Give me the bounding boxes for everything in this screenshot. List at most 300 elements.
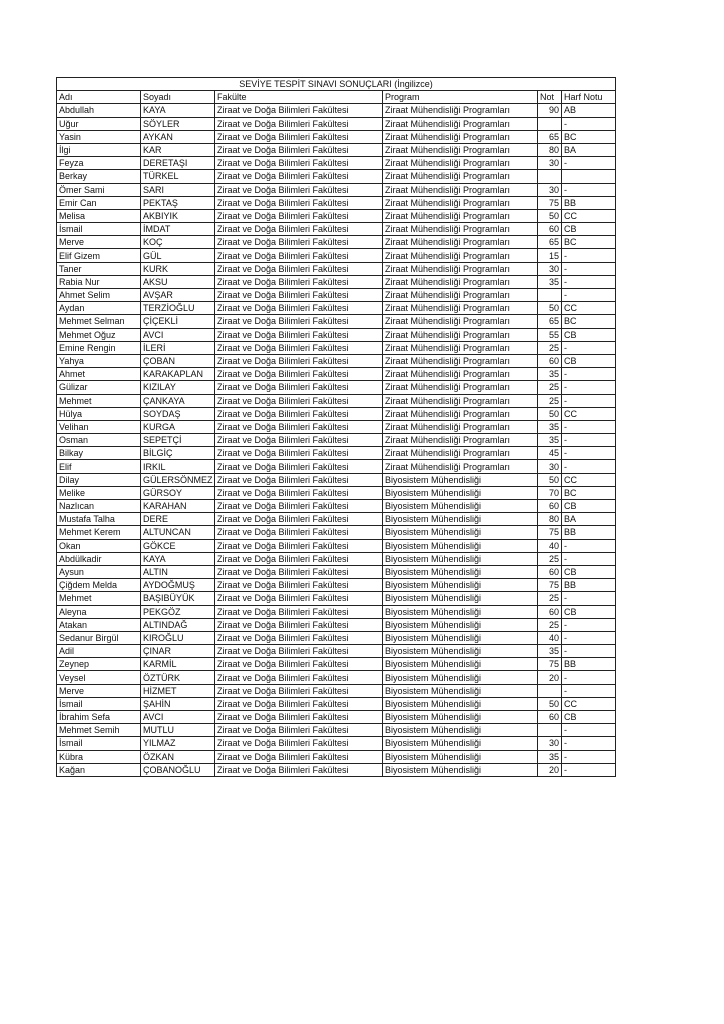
table-row <box>57 631 616 644</box>
cell-program: Ziraat Mühendisliği Programları <box>383 236 538 249</box>
cell-program: Biyosistem Mühendisliği <box>383 579 538 592</box>
cell-grade <box>538 684 562 697</box>
cell-grade: 30 <box>538 262 562 275</box>
cell-letter-grade: CB <box>562 328 616 341</box>
table-row <box>57 249 616 262</box>
cell-name: Elif <box>57 460 141 473</box>
cell-grade: 30 <box>538 737 562 750</box>
table-row <box>57 565 616 578</box>
cell-surname: HİZMET <box>141 684 215 697</box>
header-letter-grade: Harf Notu <box>562 91 616 104</box>
cell-name: Mehmet Semih <box>57 724 141 737</box>
cell-faculty: Ziraat ve Doğa Bilimleri Fakültesi <box>215 658 383 671</box>
table-row <box>57 368 616 381</box>
cell-name: Ahmet <box>57 368 141 381</box>
cell-surname: KURGA <box>141 420 215 433</box>
cell-letter-grade: CC <box>562 302 616 315</box>
cell-name: Atakan <box>57 618 141 631</box>
cell-letter-grade: - <box>562 117 616 130</box>
cell-surname: PEKGÖZ <box>141 605 215 618</box>
cell-name: Aydan <box>57 302 141 315</box>
cell-program: Ziraat Mühendisliği Programları <box>383 381 538 394</box>
table-row <box>57 618 616 631</box>
cell-faculty: Ziraat ve Doğa Bilimleri Fakültesi <box>215 737 383 750</box>
header-grade: Not <box>538 91 562 104</box>
cell-surname: AKSU <box>141 275 215 288</box>
cell-name: Emine Rengin <box>57 341 141 354</box>
cell-program: Biyosistem Mühendisliği <box>383 552 538 565</box>
cell-name: Aleyna <box>57 605 141 618</box>
cell-program: Ziraat Mühendisliği Programları <box>383 130 538 143</box>
table-row <box>57 196 616 209</box>
cell-grade: 50 <box>538 473 562 486</box>
cell-name: Zeynep <box>57 658 141 671</box>
cell-name: Taner <box>57 262 141 275</box>
cell-surname: AVCI <box>141 711 215 724</box>
cell-faculty: Ziraat ve Doğa Bilimleri Fakültesi <box>215 223 383 236</box>
cell-faculty: Ziraat ve Doğa Bilimleri Fakültesi <box>215 157 383 170</box>
cell-name: Melisa <box>57 209 141 222</box>
cell-name: Adil <box>57 645 141 658</box>
cell-program: Biyosistem Mühendisliği <box>383 750 538 763</box>
cell-letter-grade: BC <box>562 236 616 249</box>
table-row <box>57 289 616 302</box>
cell-name: Gülizar <box>57 381 141 394</box>
cell-program: Biyosistem Mühendisliği <box>383 697 538 710</box>
header-faculty: Fakülte <box>215 91 383 104</box>
cell-letter-grade: - <box>562 289 616 302</box>
table-row <box>57 157 616 170</box>
cell-letter-grade: - <box>562 434 616 447</box>
cell-program: Ziraat Mühendisliği Programları <box>383 262 538 275</box>
cell-grade: 35 <box>538 420 562 433</box>
cell-letter-grade: - <box>562 618 616 631</box>
cell-name: Emir Can <box>57 196 141 209</box>
cell-grade: 40 <box>538 539 562 552</box>
cell-grade: 50 <box>538 697 562 710</box>
cell-program: Biyosistem Mühendisliği <box>383 737 538 750</box>
cell-letter-grade: - <box>562 645 616 658</box>
cell-grade: 80 <box>538 143 562 156</box>
cell-surname: MUTLU <box>141 724 215 737</box>
cell-faculty: Ziraat ve Doğa Bilimleri Fakültesi <box>215 605 383 618</box>
cell-program: Ziraat Mühendisliği Programları <box>383 447 538 460</box>
cell-name: İsmail <box>57 223 141 236</box>
cell-name: Rabia Nur <box>57 275 141 288</box>
cell-faculty: Ziraat ve Doğa Bilimleri Fakültesi <box>215 143 383 156</box>
cell-faculty: Ziraat ve Doğa Bilimleri Fakültesi <box>215 592 383 605</box>
title-row <box>57 78 616 91</box>
cell-program: Biyosistem Mühendisliği <box>383 763 538 776</box>
cell-letter-grade: - <box>562 552 616 565</box>
table-row <box>57 658 616 671</box>
cell-program: Ziraat Mühendisliği Programları <box>383 394 538 407</box>
table-row <box>57 486 616 499</box>
cell-program: Biyosistem Mühendisliği <box>383 618 538 631</box>
cell-faculty: Ziraat ve Doğa Bilimleri Fakültesi <box>215 618 383 631</box>
cell-letter-grade: BB <box>562 658 616 671</box>
cell-faculty: Ziraat ve Doğa Bilimleri Fakültesi <box>215 473 383 486</box>
cell-letter-grade: - <box>562 750 616 763</box>
cell-program: Biyosistem Mühendisliği <box>383 500 538 513</box>
cell-name: Mehmet Oğuz <box>57 328 141 341</box>
cell-program: Biyosistem Mühendisliği <box>383 592 538 605</box>
header-surname: Soyadı <box>141 91 215 104</box>
cell-surname: SEPETÇİ <box>141 434 215 447</box>
cell-letter-grade: - <box>562 592 616 605</box>
cell-surname: ÇINAR <box>141 645 215 658</box>
cell-grade: 35 <box>538 434 562 447</box>
cell-surname: AVCI <box>141 328 215 341</box>
cell-surname: GÜRSOY <box>141 486 215 499</box>
cell-surname: KARAHAN <box>141 500 215 513</box>
cell-grade: 25 <box>538 341 562 354</box>
cell-grade: 35 <box>538 275 562 288</box>
cell-faculty: Ziraat ve Doğa Bilimleri Fakültesi <box>215 381 383 394</box>
table-row <box>57 513 616 526</box>
cell-name: İsmail <box>57 697 141 710</box>
cell-program: Biyosistem Mühendisliği <box>383 526 538 539</box>
cell-program: Biyosistem Mühendisliği <box>383 631 538 644</box>
cell-name: Sedanur Birgül <box>57 631 141 644</box>
cell-grade: 25 <box>538 381 562 394</box>
table-row <box>57 763 616 776</box>
cell-program: Biyosistem Mühendisliği <box>383 473 538 486</box>
cell-faculty: Ziraat ve Doğa Bilimleri Fakültesi <box>215 170 383 183</box>
cell-letter-grade: - <box>562 420 616 433</box>
table-row <box>57 170 616 183</box>
cell-letter-grade: CC <box>562 209 616 222</box>
cell-letter-grade: BA <box>562 513 616 526</box>
cell-surname: ÇANKAYA <box>141 394 215 407</box>
cell-grade <box>538 170 562 183</box>
cell-faculty: Ziraat ve Doğa Bilimleri Fakültesi <box>215 711 383 724</box>
cell-surname: GÜLERSÖNMEZ <box>141 473 215 486</box>
cell-surname: ALTIN <box>141 565 215 578</box>
cell-letter-grade: CB <box>562 605 616 618</box>
cell-name: Bilkay <box>57 447 141 460</box>
cell-program: Biyosistem Mühendisliği <box>383 565 538 578</box>
cell-letter-grade: - <box>562 183 616 196</box>
cell-grade: 60 <box>538 605 562 618</box>
cell-letter-grade: CB <box>562 711 616 724</box>
cell-surname: IRKIL <box>141 460 215 473</box>
cell-surname: SÖYLER <box>141 117 215 130</box>
cell-name: Mehmet <box>57 394 141 407</box>
cell-surname: TÜRKEL <box>141 170 215 183</box>
table-row <box>57 394 616 407</box>
cell-grade: 75 <box>538 658 562 671</box>
cell-faculty: Ziraat ve Doğa Bilimleri Fakültesi <box>215 196 383 209</box>
table-row <box>57 737 616 750</box>
cell-letter-grade: CC <box>562 473 616 486</box>
cell-grade: 50 <box>538 407 562 420</box>
cell-faculty: Ziraat ve Doğa Bilimleri Fakültesi <box>215 434 383 447</box>
cell-surname: ÖZTÜRK <box>141 671 215 684</box>
cell-name: Yasin <box>57 130 141 143</box>
cell-grade: 60 <box>538 500 562 513</box>
cell-letter-grade: CC <box>562 697 616 710</box>
cell-surname: GÖKCE <box>141 539 215 552</box>
cell-name: Kübra <box>57 750 141 763</box>
cell-surname: KAYA <box>141 552 215 565</box>
cell-letter-grade: - <box>562 460 616 473</box>
table-row <box>57 434 616 447</box>
cell-grade: 65 <box>538 130 562 143</box>
cell-grade: 65 <box>538 315 562 328</box>
cell-program: Ziraat Mühendisliği Programları <box>383 196 538 209</box>
cell-surname: AYKAN <box>141 130 215 143</box>
cell-faculty: Ziraat ve Doğa Bilimleri Fakültesi <box>215 104 383 117</box>
cell-grade: 30 <box>538 183 562 196</box>
cell-surname: DERETAŞI <box>141 157 215 170</box>
cell-faculty: Ziraat ve Doğa Bilimleri Fakültesi <box>215 526 383 539</box>
header-program: Program <box>383 91 538 104</box>
cell-letter-grade: BB <box>562 196 616 209</box>
cell-grade: 90 <box>538 104 562 117</box>
cell-surname: SOYDAŞ <box>141 407 215 420</box>
cell-letter-grade: - <box>562 381 616 394</box>
table-row <box>57 104 616 117</box>
table-row <box>57 407 616 420</box>
cell-surname: AVŞAR <box>141 289 215 302</box>
table-row <box>57 579 616 592</box>
cell-faculty: Ziraat ve Doğa Bilimleri Fakültesi <box>215 302 383 315</box>
cell-faculty: Ziraat ve Doğa Bilimleri Fakültesi <box>215 579 383 592</box>
table-row <box>57 500 616 513</box>
cell-surname: KIROĞLU <box>141 631 215 644</box>
table-title: SEVİYE TESPİT SINAVI SONUÇLARI (İngilizce) <box>57 78 616 91</box>
cell-letter-grade: CB <box>562 565 616 578</box>
cell-faculty: Ziraat ve Doğa Bilimleri Fakültesi <box>215 354 383 367</box>
cell-surname: ÇOBAN <box>141 354 215 367</box>
cell-program: Ziraat Mühendisliği Programları <box>383 104 538 117</box>
cell-grade: 25 <box>538 394 562 407</box>
cell-faculty: Ziraat ve Doğa Bilimleri Fakültesi <box>215 671 383 684</box>
cell-letter-grade: - <box>562 262 616 275</box>
cell-grade: 65 <box>538 236 562 249</box>
cell-letter-grade: - <box>562 737 616 750</box>
cell-letter-grade: - <box>562 368 616 381</box>
cell-name: Kağan <box>57 763 141 776</box>
cell-program: Ziraat Mühendisliği Programları <box>383 341 538 354</box>
cell-name: Ahmet Selim <box>57 289 141 302</box>
cell-name: Abdülkadir <box>57 552 141 565</box>
table-row <box>57 539 616 552</box>
cell-name: Merve <box>57 236 141 249</box>
cell-letter-grade: - <box>562 671 616 684</box>
cell-program: Ziraat Mühendisliği Programları <box>383 328 538 341</box>
cell-letter-grade: - <box>562 275 616 288</box>
cell-grade: 25 <box>538 618 562 631</box>
cell-grade: 80 <box>538 513 562 526</box>
cell-program: Ziraat Mühendisliği Programları <box>383 289 538 302</box>
cell-program: Ziraat Mühendisliği Programları <box>383 368 538 381</box>
cell-grade: 50 <box>538 209 562 222</box>
cell-name: Merve <box>57 684 141 697</box>
cell-letter-grade: - <box>562 539 616 552</box>
cell-faculty: Ziraat ve Doğa Bilimleri Fakültesi <box>215 328 383 341</box>
cell-faculty: Ziraat ve Doğa Bilimleri Fakültesi <box>215 565 383 578</box>
cell-program: Ziraat Mühendisliği Programları <box>383 157 538 170</box>
cell-grade: 60 <box>538 711 562 724</box>
cell-program: Biyosistem Mühendisliği <box>383 513 538 526</box>
cell-letter-grade: - <box>562 394 616 407</box>
cell-grade: 30 <box>538 460 562 473</box>
cell-faculty: Ziraat ve Doğa Bilimleri Fakültesi <box>215 394 383 407</box>
cell-grade: 30 <box>538 157 562 170</box>
cell-grade: 15 <box>538 249 562 262</box>
table-row <box>57 302 616 315</box>
cell-surname: AKBIYIK <box>141 209 215 222</box>
cell-letter-grade: BB <box>562 579 616 592</box>
cell-name: Mehmet Kerem <box>57 526 141 539</box>
cell-grade: 60 <box>538 354 562 367</box>
cell-program: Biyosistem Mühendisliği <box>383 539 538 552</box>
table-row <box>57 750 616 763</box>
cell-program: Biyosistem Mühendisliği <box>383 605 538 618</box>
header-name: Adı <box>57 91 141 104</box>
cell-grade: 40 <box>538 631 562 644</box>
cell-name: Nazlıcan <box>57 500 141 513</box>
cell-letter-grade: - <box>562 249 616 262</box>
cell-name: Elif Gizem <box>57 249 141 262</box>
cell-surname: KAYA <box>141 104 215 117</box>
cell-program: Ziraat Mühendisliği Programları <box>383 183 538 196</box>
cell-faculty: Ziraat ve Doğa Bilimleri Fakültesi <box>215 275 383 288</box>
cell-surname: KIZILAY <box>141 381 215 394</box>
cell-grade <box>538 117 562 130</box>
cell-grade: 75 <box>538 526 562 539</box>
cell-surname: KARAKAPLAN <box>141 368 215 381</box>
cell-faculty: Ziraat ve Doğa Bilimleri Fakültesi <box>215 407 383 420</box>
cell-surname: GÜL <box>141 249 215 262</box>
cell-surname: İLERİ <box>141 341 215 354</box>
cell-program: Ziraat Mühendisliği Programları <box>383 420 538 433</box>
cell-faculty: Ziraat ve Doğa Bilimleri Fakültesi <box>215 539 383 552</box>
cell-grade: 75 <box>538 196 562 209</box>
cell-surname: PEKTAŞ <box>141 196 215 209</box>
cell-surname: DERE <box>141 513 215 526</box>
cell-name: Mehmet <box>57 592 141 605</box>
cell-faculty: Ziraat ve Doğa Bilimleri Fakültesi <box>215 262 383 275</box>
cell-program: Biyosistem Mühendisliği <box>383 486 538 499</box>
cell-letter-grade: BC <box>562 130 616 143</box>
cell-surname: KAR <box>141 143 215 156</box>
cell-letter-grade: BC <box>562 486 616 499</box>
cell-letter-grade: - <box>562 631 616 644</box>
cell-name: Feyza <box>57 157 141 170</box>
cell-letter-grade <box>562 170 616 183</box>
cell-name: Velihan <box>57 420 141 433</box>
cell-program: Ziraat Mühendisliği Programları <box>383 302 538 315</box>
table-row <box>57 262 616 275</box>
table-row <box>57 645 616 658</box>
cell-surname: KARMİL <box>141 658 215 671</box>
cell-faculty: Ziraat ve Doğa Bilimleri Fakültesi <box>215 513 383 526</box>
cell-surname: KURK <box>141 262 215 275</box>
cell-name: Aysun <box>57 565 141 578</box>
cell-program: Biyosistem Mühendisliği <box>383 724 538 737</box>
cell-name: Uğur <box>57 117 141 130</box>
cell-surname: SARI <box>141 183 215 196</box>
cell-faculty: Ziraat ve Doğa Bilimleri Fakültesi <box>215 750 383 763</box>
cell-faculty: Ziraat ve Doğa Bilimleri Fakültesi <box>215 486 383 499</box>
cell-program: Ziraat Mühendisliği Programları <box>383 315 538 328</box>
cell-program: Ziraat Mühendisliği Programları <box>383 223 538 236</box>
table-row <box>57 143 616 156</box>
cell-grade: 20 <box>538 671 562 684</box>
cell-program: Ziraat Mühendisliği Programları <box>383 460 538 473</box>
cell-grade: 20 <box>538 763 562 776</box>
table-row <box>57 209 616 222</box>
cell-faculty: Ziraat ve Doğa Bilimleri Fakültesi <box>215 631 383 644</box>
cell-name: Okan <box>57 539 141 552</box>
cell-faculty: Ziraat ve Doğa Bilimleri Fakültesi <box>215 684 383 697</box>
cell-grade: 45 <box>538 447 562 460</box>
cell-letter-grade: - <box>562 341 616 354</box>
cell-grade: 25 <box>538 552 562 565</box>
cell-program: Ziraat Mühendisliği Programları <box>383 209 538 222</box>
cell-surname: BİLGİÇ <box>141 447 215 460</box>
cell-name: Çiğdem Melda <box>57 579 141 592</box>
table-row <box>57 354 616 367</box>
cell-program: Biyosistem Mühendisliği <box>383 645 538 658</box>
cell-faculty: Ziraat ve Doğa Bilimleri Fakültesi <box>215 500 383 513</box>
cell-faculty: Ziraat ve Doğa Bilimleri Fakültesi <box>215 724 383 737</box>
cell-name: Berkay <box>57 170 141 183</box>
cell-letter-grade: - <box>562 447 616 460</box>
cell-faculty: Ziraat ve Doğa Bilimleri Fakültesi <box>215 117 383 130</box>
cell-letter-grade: BB <box>562 526 616 539</box>
cell-surname: İMDAT <box>141 223 215 236</box>
cell-surname: TERZİOĞLU <box>141 302 215 315</box>
cell-name: Mustafa Talha <box>57 513 141 526</box>
cell-program: Ziraat Mühendisliği Programları <box>383 117 538 130</box>
cell-letter-grade: - <box>562 763 616 776</box>
cell-faculty: Ziraat ve Doğa Bilimleri Fakültesi <box>215 552 383 565</box>
table-row <box>57 341 616 354</box>
table-row <box>57 117 616 130</box>
table-row <box>57 684 616 697</box>
table-row <box>57 592 616 605</box>
cell-faculty: Ziraat ve Doğa Bilimleri Fakültesi <box>215 249 383 262</box>
cell-program: Ziraat Mühendisliği Programları <box>383 434 538 447</box>
cell-letter-grade: AB <box>562 104 616 117</box>
table-row <box>57 183 616 196</box>
cell-grade: 75 <box>538 579 562 592</box>
cell-letter-grade: BA <box>562 143 616 156</box>
cell-program: Biyosistem Mühendisliği <box>383 658 538 671</box>
cell-program: Biyosistem Mühendisliği <box>383 671 538 684</box>
cell-faculty: Ziraat ve Doğa Bilimleri Fakültesi <box>215 130 383 143</box>
cell-letter-grade: CB <box>562 354 616 367</box>
cell-surname: ÖZKAN <box>141 750 215 763</box>
cell-program: Ziraat Mühendisliği Programları <box>383 170 538 183</box>
cell-name: Veysel <box>57 671 141 684</box>
cell-surname: BAŞIBÜYÜK <box>141 592 215 605</box>
results-table <box>56 77 616 777</box>
cell-program: Ziraat Mühendisliği Programları <box>383 249 538 262</box>
table-row <box>57 130 616 143</box>
table-row <box>57 526 616 539</box>
cell-faculty: Ziraat ve Doğa Bilimleri Fakültesi <box>215 420 383 433</box>
cell-faculty: Ziraat ve Doğa Bilimleri Fakültesi <box>215 341 383 354</box>
table-row <box>57 223 616 236</box>
table-row <box>57 420 616 433</box>
cell-name: Ömer Sami <box>57 183 141 196</box>
cell-faculty: Ziraat ve Doğa Bilimleri Fakültesi <box>215 236 383 249</box>
